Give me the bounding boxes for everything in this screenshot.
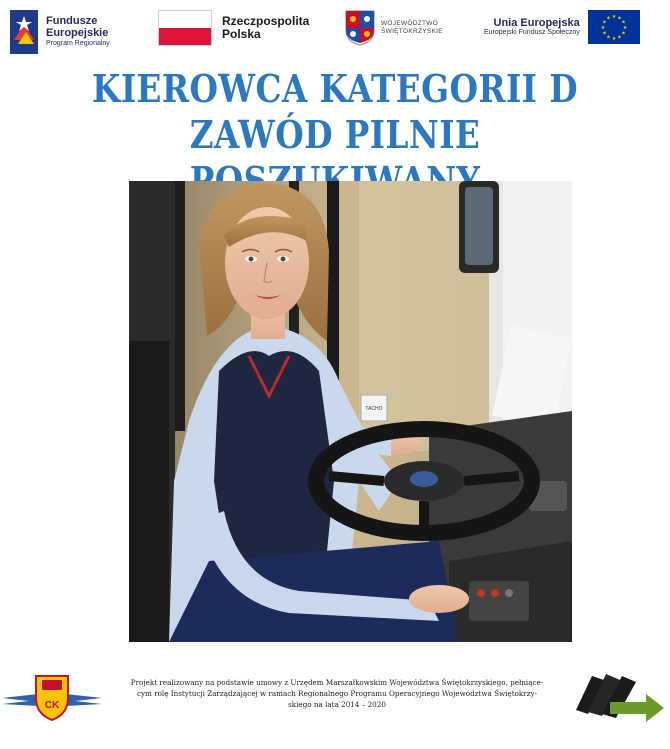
headline-line2: ZAWÓD PILNIE <box>189 112 481 157</box>
footer-bar <box>0 660 670 749</box>
arrow-cards-logo <box>570 666 666 728</box>
rzeczpospolita-line1: Rzeczpospolita <box>222 13 310 28</box>
wojewodztwo-line2: ŚWIĘTOKRZYSKIE <box>381 28 443 35</box>
fundusze-europejskie-logo <box>10 10 110 54</box>
wojewodztwo-line1: WOJEWÓDZTWO <box>381 20 439 28</box>
eu-star-icon: ★ <box>621 19 626 26</box>
eu-star-icon: ★ <box>616 15 622 22</box>
rzeczpospolita-logo <box>158 10 309 46</box>
logo-bar <box>0 0 670 60</box>
eu-flag-icon <box>588 10 640 44</box>
ck-logo-text: CK <box>44 700 60 711</box>
eu-star-icon: ★ <box>605 34 611 41</box>
coat-of-arms-icon <box>345 10 375 46</box>
unia-line1: Unia Europejska <box>493 16 580 29</box>
unia-line2: Europejski Fundusz Społeczny <box>484 29 580 37</box>
bus-driver-photo <box>129 181 572 642</box>
eu-star-icon: ★ <box>611 36 616 42</box>
eu-star-icon: ★ <box>601 30 607 37</box>
fundusze-line2: Europejskie <box>46 26 109 39</box>
eu-star-icon: ★ <box>605 15 611 22</box>
polish-flag-icon <box>158 10 212 46</box>
eu-star-icon: ★ <box>611 14 616 20</box>
eu-star-icon: ★ <box>621 30 626 37</box>
fundusze-line1: Fundusze <box>46 15 98 28</box>
eu-star-icon: ★ <box>601 19 607 26</box>
footer-line2: cym rolę Instytucji Zarządzającej w ramach Regionalnego Programu Operacyjnego Województwa Świętokrzy- <box>136 689 538 698</box>
eu-star-icon: ★ <box>616 34 622 41</box>
footer-line3: skiego na lata 2014 – 2020 <box>288 700 386 709</box>
ck-crest-logo <box>2 670 102 722</box>
footer-text <box>104 677 570 710</box>
wojewodztwo-logo <box>345 10 443 46</box>
headline-line1: KIEROWCA KATEGORII D <box>92 66 578 111</box>
tacho-sticker-text: TACHO <box>365 406 383 412</box>
fundusze-europejskie-icon <box>10 10 38 54</box>
eu-star-icon: ★ <box>600 25 605 31</box>
fundusze-line3: Program Regionalny <box>46 40 110 48</box>
rzeczpospolita-line2: Polska <box>222 27 261 41</box>
unia-europejska-logo <box>484 10 640 44</box>
footer-line1: Projekt realizowany na podstawie umowy z Urzędem Marszałkowskim Województwa Świętokrzyskiego, pełniące- <box>130 678 544 687</box>
eu-star-icon: ★ <box>622 25 627 31</box>
